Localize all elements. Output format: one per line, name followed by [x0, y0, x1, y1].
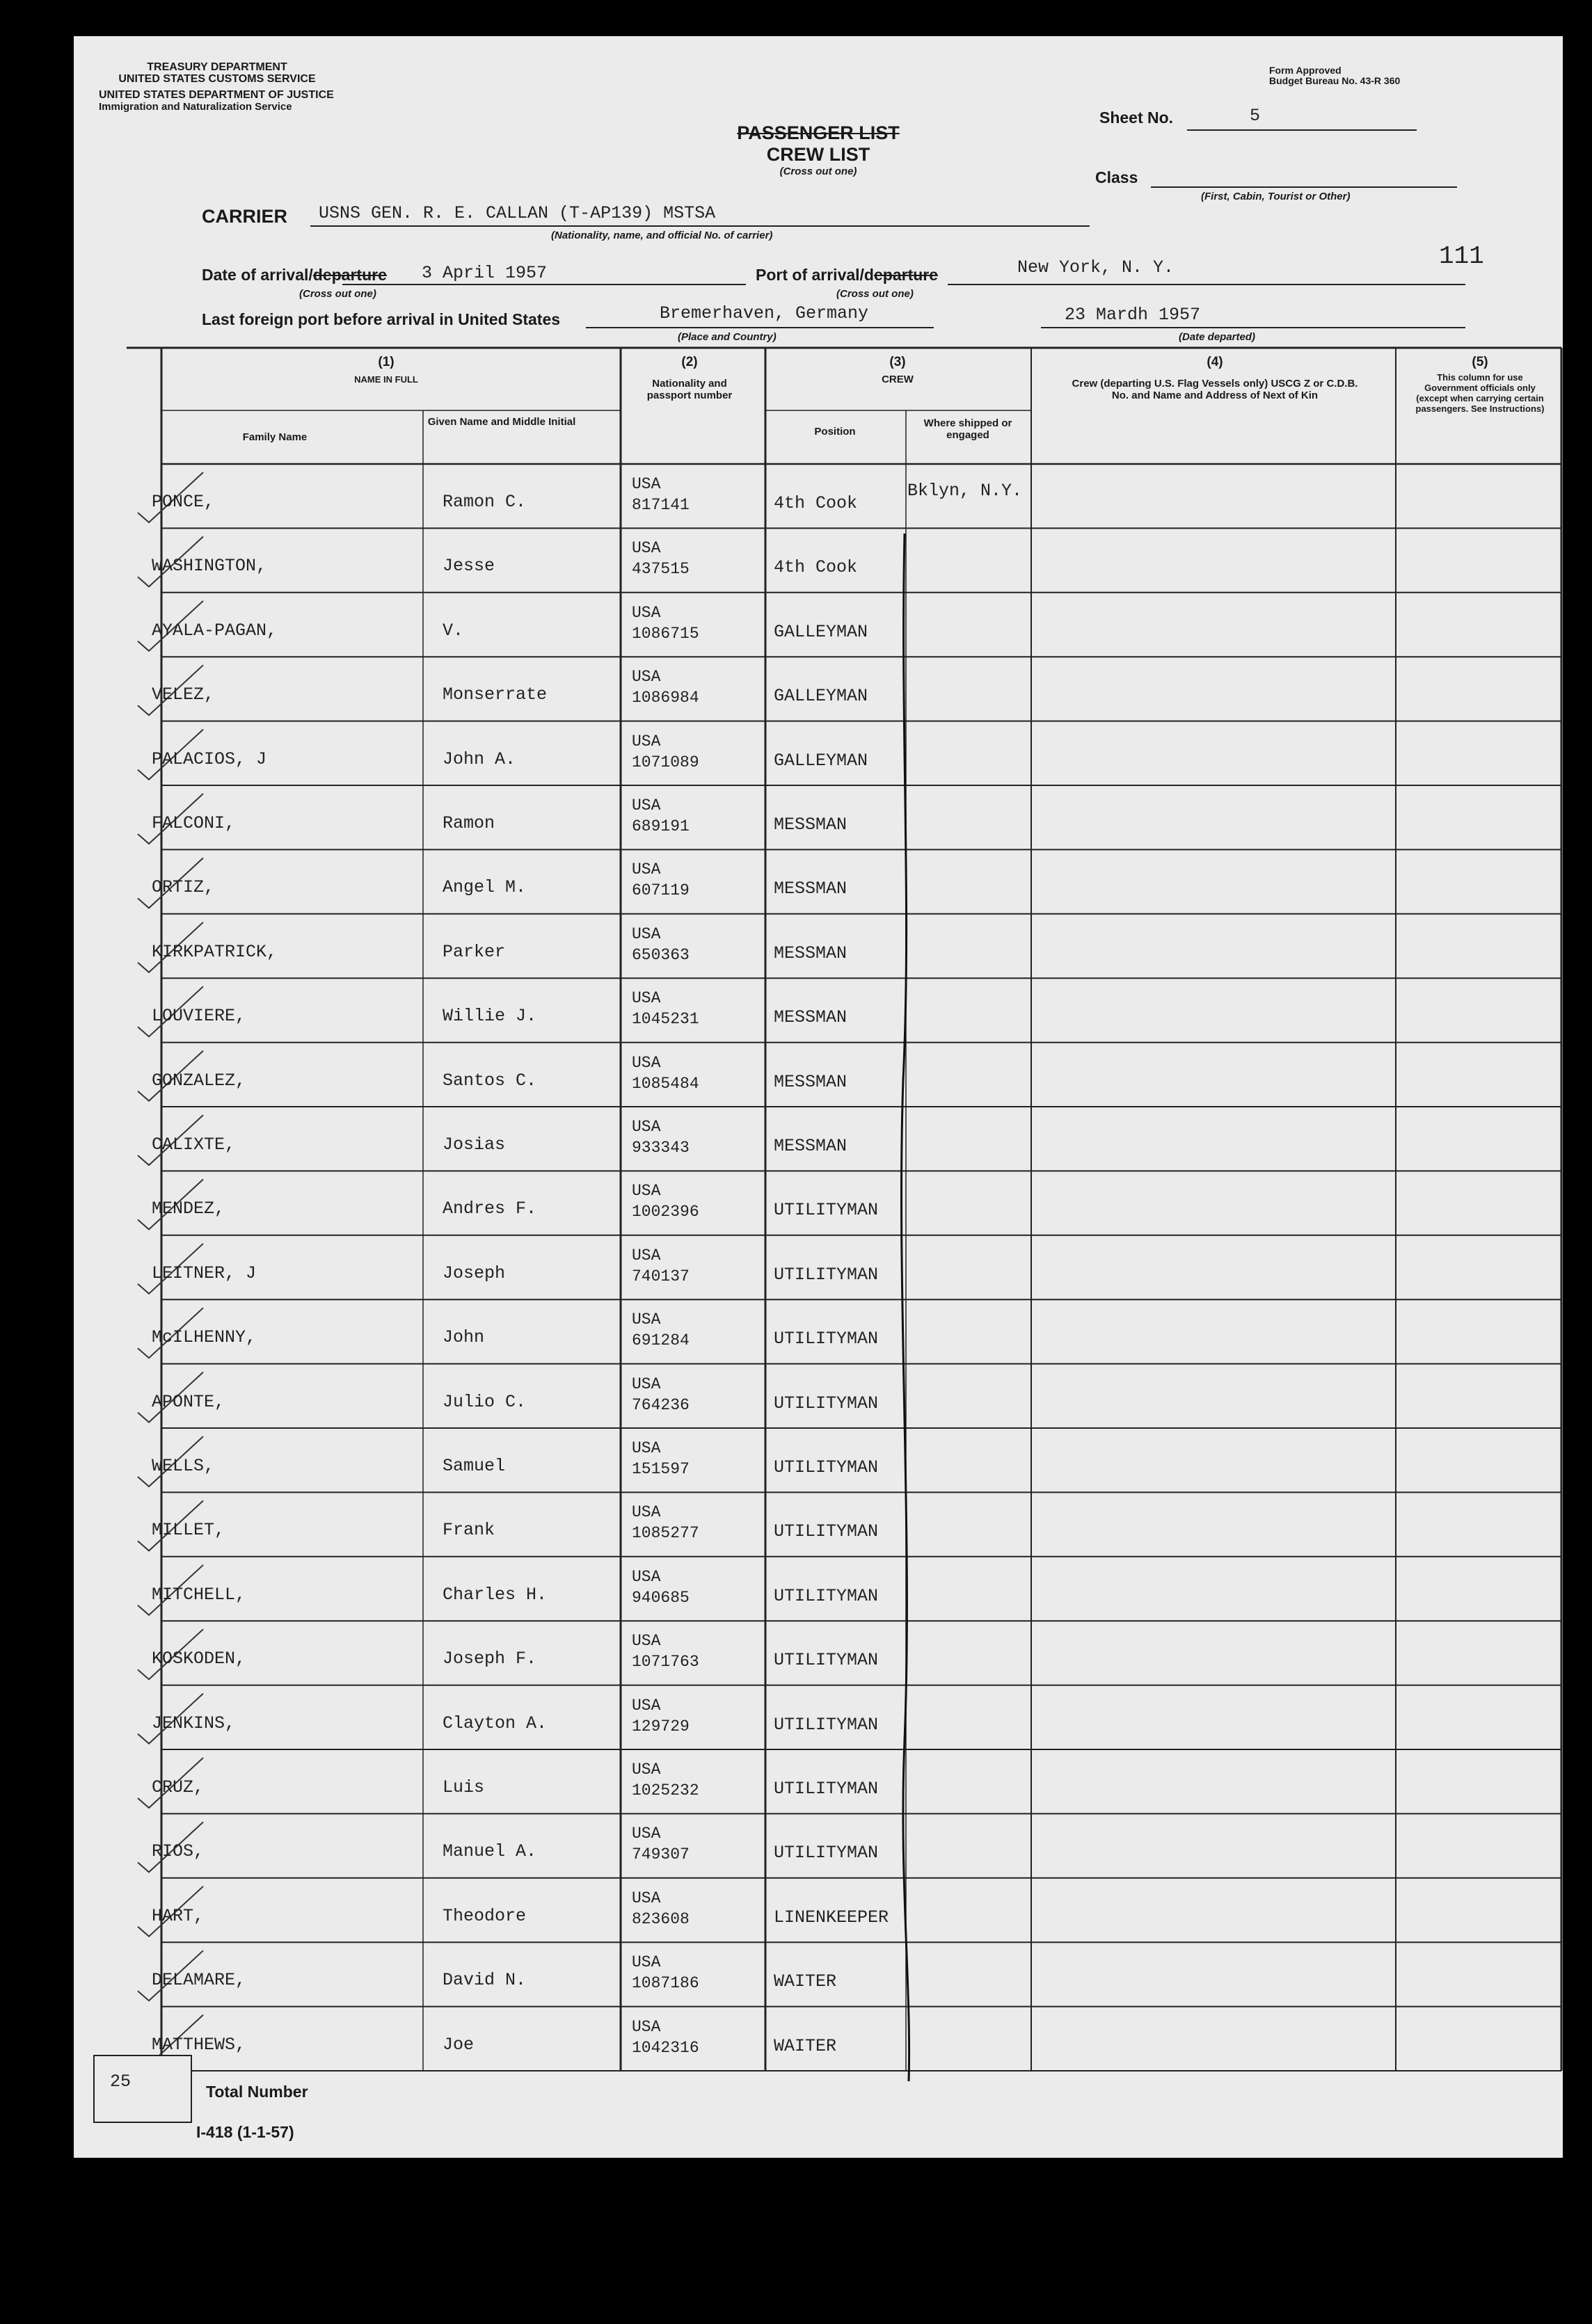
crew-family-name: HART, [152, 1905, 205, 1926]
crew-family-name: LEITNER, J [152, 1263, 257, 1283]
agency-line-3: UNITED STATES DEPARTMENT OF JUSTICE [99, 89, 334, 101]
crew-passport-number: 1086715 [632, 624, 699, 643]
crew-nationality: USA [632, 1439, 661, 1457]
crew-passport-number: 151597 [632, 1460, 690, 1478]
crew-position: UTILITYMAN [774, 1521, 879, 1542]
port-label-struck: eparture [873, 266, 939, 284]
agency-line-1: TREASURY DEPARTMENT [147, 61, 287, 73]
crew-given-name: Luis [443, 1777, 485, 1797]
crew-passport-number: 689191 [632, 817, 690, 835]
crew-given-name: Monserrate [443, 684, 548, 705]
crew-position: MESSMAN [774, 943, 847, 963]
crew-nationality: USA [632, 860, 661, 879]
crew-position: UTILITYMAN [774, 1264, 879, 1285]
total-box [93, 2055, 192, 2123]
crew-family-name: MILLET, [152, 1520, 225, 1541]
crew-family-name: CALIXTE, [152, 1135, 236, 1155]
crew-passport-number: 1085277 [632, 1524, 699, 1543]
crew-given-name: Manuel A. [443, 1841, 537, 1862]
last-port-date-note: (Date departed) [1179, 331, 1256, 343]
col2-num: (2) [681, 355, 698, 369]
crew-position: MESSMAN [774, 1136, 847, 1156]
crew-family-name: MATTHEWS, [152, 2034, 246, 2055]
col1-given-header: Given Name and Middle Initial [427, 416, 576, 428]
crew-nationality: USA [632, 668, 661, 687]
crew-passport-number: 1045231 [632, 1010, 699, 1029]
crew-given-name: Josias [443, 1135, 506, 1155]
crew-passport-number: 740137 [632, 1267, 690, 1285]
crew-family-name: DELAMARE, [152, 1970, 246, 1991]
crew-nationality: USA [632, 1053, 661, 1072]
agency-line-4: Immigration and Naturalization Service [99, 101, 292, 113]
crew-nationality: USA [632, 1311, 661, 1329]
crew-given-name: Charles H. [443, 1584, 548, 1605]
crew-nationality: USA [632, 732, 661, 751]
crew-given-name: John [443, 1327, 485, 1348]
crew-position: WAITER [774, 2035, 837, 2056]
crew-family-name: MENDEZ, [152, 1199, 225, 1219]
carrier-label: CARRIER [202, 206, 288, 227]
last-port-label: Last foreign port before arrival in United States [202, 310, 561, 328]
col1-family-header: Family Name [242, 431, 308, 443]
crew-passport-number: 1086984 [632, 689, 699, 707]
crew-position: GALLEYMAN [774, 686, 868, 707]
crew-nationality: USA [632, 1182, 661, 1201]
crew-nationality: USA [632, 539, 661, 558]
crew-nationality: USA [632, 924, 661, 943]
page-number: 111 [1439, 242, 1484, 271]
port-label-text: Port of arrival/d [756, 266, 874, 284]
arrival-label-struck: departure [312, 266, 387, 284]
crew-family-name: GONZALEZ, [152, 1070, 246, 1091]
crew-family-name: KIRKPATRICK, [152, 941, 278, 962]
crew-family-name: McILHENNY, [152, 1327, 257, 1348]
crew-passport-number: 1025232 [632, 1781, 699, 1800]
form-approved-line-2: Budget Bureau No. 43-R 360 [1269, 75, 1401, 86]
crew-nationality: USA [632, 603, 661, 622]
class-note: (First, Cabin, Tourist or Other) [1201, 191, 1351, 202]
crew-family-name: AYALA-PAGAN, [152, 620, 278, 641]
crew-passport-number: 1087186 [632, 1974, 699, 1993]
crew-family-name: VELEZ, [152, 684, 215, 705]
crew-nationality: USA [632, 989, 661, 1008]
crew-position: MESSMAN [774, 1071, 847, 1092]
col5-header [1400, 356, 1560, 414]
total-label: Total Number [206, 2083, 308, 2101]
crew-given-name: Andres F. [443, 1199, 537, 1219]
crew-passport-number: 650363 [632, 945, 690, 964]
crew-position: LINENKEEPER [774, 1907, 889, 1928]
title-note: (Cross out one) [779, 166, 857, 177]
crew-given-name: Jesse [443, 556, 495, 577]
crew-position: UTILITYMAN [774, 1585, 879, 1606]
crew-family-name: PONCE, [152, 492, 215, 512]
class-label: Class [1095, 168, 1138, 186]
crew-given-name: Theodore [443, 1905, 527, 1926]
crew-family-name: RIOS, [152, 1841, 205, 1862]
crew-family-name: PALACIOS, J [152, 748, 267, 769]
crew-given-name: Angel M. [443, 877, 527, 898]
crew-position: WAITER [774, 1971, 837, 1992]
crew-nationality: USA [632, 1118, 661, 1136]
total-value: 25 [110, 2071, 132, 2092]
crew-passport-number: 1071763 [632, 1653, 699, 1672]
crew-given-name: Joe [443, 2034, 475, 2055]
col3-title: CREW [882, 374, 914, 385]
crew-nationality: USA [632, 1632, 661, 1651]
crew-family-name: WELLS, [152, 1456, 215, 1476]
crew-position: GALLEYMAN [774, 750, 868, 771]
arrival-note: (Cross out one) [299, 288, 376, 300]
crew-given-name: Ramon C. [443, 492, 527, 512]
title-main: CREW LIST [766, 144, 870, 165]
sheet-value: 5 [1250, 106, 1261, 126]
crew-given-name: Santos C. [443, 1070, 537, 1091]
carrier-note: (Nationality, name, and official No. of carrier) [551, 230, 773, 241]
crew-passport-number: 1085484 [632, 1074, 699, 1093]
crew-nationality: USA [632, 1567, 661, 1586]
table-grid [74, 36, 1563, 2158]
crew-passport-number: 1002396 [632, 1203, 699, 1221]
crew-nationality: USA [632, 1696, 661, 1715]
arrival-label-text: Date of arrival/ [202, 266, 313, 284]
crew-given-name: Frank [443, 1520, 495, 1541]
crew-position: MESSMAN [774, 815, 847, 835]
sheet-label: Sheet No. [1099, 109, 1174, 127]
crew-position: UTILITYMAN [774, 1329, 879, 1349]
carrier-value: USNS GEN. R. E. CALLAN (T-AP139) MSTSA [319, 203, 716, 223]
crew-family-name: WASHINGTON, [152, 556, 267, 577]
crew-nationality: USA [632, 1246, 661, 1265]
last-port-value: Bremerhaven, Germany [660, 303, 869, 323]
crew-passport-number: 607119 [632, 881, 690, 900]
port-note: (Cross out one) [836, 288, 914, 300]
crew-given-name: Samuel [443, 1456, 506, 1476]
crew-family-name: CRUZ, [152, 1777, 205, 1797]
crew-passport-number: 933343 [632, 1139, 690, 1157]
crew-position: GALLEYMAN [774, 621, 868, 642]
crew-passport-number: 691284 [632, 1331, 690, 1350]
crew-given-name: V. [443, 620, 464, 641]
crew-position: UTILITYMAN [774, 1200, 879, 1221]
col5-num: (5) [1472, 355, 1488, 369]
crew-position: UTILITYMAN [774, 1650, 879, 1671]
crew-position: UTILITYMAN [774, 1779, 879, 1799]
col4-num: (4) [1207, 355, 1223, 369]
form-approved-line-1: Form Approved [1269, 65, 1342, 76]
col2-title: Nationality and passport number [646, 378, 733, 401]
crew-given-name: Clayton A. [443, 1713, 548, 1733]
crew-family-name: LOUVIERE, [152, 1006, 246, 1027]
col1-num: (1) [378, 355, 395, 369]
crew-position: MESSMAN [774, 879, 847, 899]
crew-passport-number: 1042316 [632, 2038, 699, 2057]
agency-line-2: UNITED STATES CUSTOMS SERVICE [118, 73, 316, 85]
crew-where-shipped: Bklyn, N.Y. [907, 481, 1023, 501]
crew-position: UTILITYMAN [774, 1843, 879, 1864]
arrival-value: 3 April 1957 [422, 263, 548, 283]
crew-family-name: MITCHELL, [152, 1584, 246, 1605]
crew-passport-number: 749307 [632, 1845, 690, 1864]
crew-position: MESSMAN [774, 1007, 847, 1028]
crew-given-name: Willie J. [443, 1006, 537, 1027]
col1-title: NAME IN FULL [354, 374, 418, 385]
crew-family-name: JENKINS, [152, 1713, 236, 1733]
crew-family-name: APONTE, [152, 1391, 225, 1412]
crew-given-name: Ramon [443, 813, 495, 833]
crew-family-name: FALCONI, [152, 813, 236, 833]
col3-where-header: Where shipped or engaged [923, 417, 1012, 441]
crew-passport-number: 129729 [632, 1717, 690, 1736]
col2-header [623, 356, 756, 401]
last-port-note: (Place and Country) [678, 331, 777, 343]
crew-position: 4th Cook [774, 557, 858, 578]
crew-nationality: USA [632, 1503, 661, 1522]
crew-passport-number: 823608 [632, 1909, 690, 1928]
crew-nationality: USA [632, 1889, 661, 1907]
crew-passport-number: 940685 [632, 1588, 690, 1607]
crew-given-name: Joseph [443, 1263, 506, 1283]
crew-nationality: USA [632, 1825, 661, 1843]
form-id: I-418 (1-1-57) [196, 2123, 294, 2141]
crew-given-name: Julio C. [443, 1391, 527, 1412]
ditto-line [901, 534, 909, 2081]
crew-nationality: USA [632, 796, 661, 815]
crew-given-name: Joseph F. [443, 1649, 537, 1669]
crew-nationality: USA [632, 2017, 661, 2036]
crew-passport-number: 764236 [632, 1395, 690, 1414]
crew-nationality: USA [632, 475, 661, 493]
port-value: New York, N. Y. [1017, 257, 1175, 278]
crew-passport-number: 1071089 [632, 753, 699, 771]
col5-title: This column for use Government officials only (except when carrying certain passengers. See Instructions) [1415, 372, 1545, 414]
col3-header [765, 356, 1030, 385]
crew-given-name: John A. [443, 748, 516, 769]
crew-given-name: David N. [443, 1970, 527, 1991]
crew-given-name: Parker [443, 941, 506, 962]
crew-position: 4th Cook [774, 493, 858, 513]
crew-family-name: ORTIZ, [152, 877, 215, 898]
crew-list-form [74, 36, 1563, 2158]
col3-num: (3) [889, 355, 906, 369]
crew-position: UTILITYMAN [774, 1457, 879, 1477]
crew-nationality: USA [632, 1953, 661, 1972]
title-struck: PASSENGER LIST [737, 122, 900, 143]
crew-passport-number: 817141 [632, 496, 690, 514]
crew-family-name: KOSKODEN, [152, 1649, 246, 1669]
crew-position: UTILITYMAN [774, 1393, 879, 1413]
col4-header [1034, 356, 1396, 401]
col4-title: Crew (departing U.S. Flag Vessels only) USCG Z or C.D.B. No. and Name and Address of Next of Kin [1072, 378, 1358, 401]
last-port-date: 23 Mardh 1957 [1065, 305, 1201, 325]
crew-position: UTILITYMAN [774, 1714, 879, 1735]
col3-position-header: Position [814, 426, 856, 438]
col1-header [153, 356, 619, 385]
crew-nationality: USA [632, 1761, 661, 1779]
crew-passport-number: 437515 [632, 560, 690, 579]
crew-nationality: USA [632, 1375, 661, 1393]
